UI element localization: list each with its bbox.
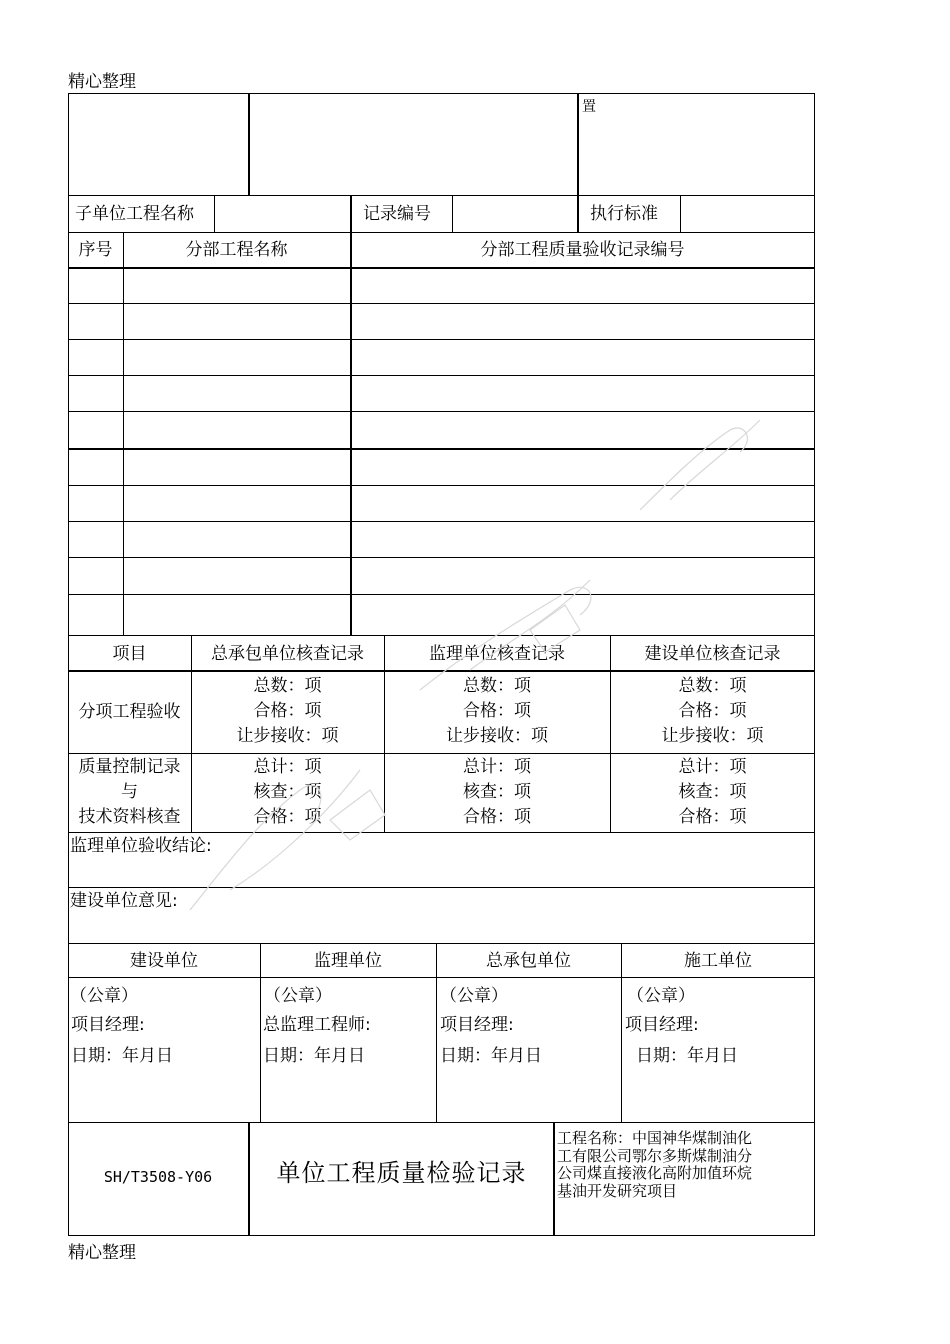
page-header: 精心整理: [68, 72, 136, 92]
signoff-header-owner: 建设单位: [130, 951, 198, 971]
opinion-label: 建设单位意见:: [70, 891, 178, 911]
seal-owner: （公章）: [70, 986, 138, 1006]
date-builder: 日期：年月日: [636, 1046, 738, 1066]
record-no-field[interactable]: [454, 198, 575, 230]
check-header-supervisor: 监理单位核查记录: [429, 644, 565, 664]
check-header-contractor: 总承包单位核查记录: [211, 644, 364, 664]
seal-contractor: （公章）: [440, 986, 508, 1006]
check-header-owner: 建设单位核查记录: [644, 644, 781, 664]
col-header-seq: 序号: [78, 240, 113, 260]
row2-contractor-cell: 总计：项 核查：项 合格：项: [253, 757, 322, 827]
row1-label: 分项工程验收: [78, 702, 181, 722]
role-supervisor: 总监理工程师:: [263, 1015, 371, 1035]
sub-unit-name-label: 子单位工程名称: [75, 204, 194, 224]
standard-field[interactable]: [682, 198, 812, 230]
signoff-header-builder: 施工单位: [684, 951, 752, 971]
record-no-label: 记录编号: [363, 204, 431, 224]
row2-supervisor-cell: 总计：项 核查：项 合格：项: [463, 757, 531, 827]
role-owner: 项目经理:: [71, 1015, 145, 1035]
role-contractor: 项目经理:: [440, 1015, 514, 1035]
date-supervisor: 日期：年月日: [263, 1046, 365, 1066]
seal-builder: （公章）: [627, 986, 695, 1006]
form-title: 单位工程质量检验记录: [276, 1159, 527, 1187]
row2-owner-cell: 总计：项 核查：项 合格：项: [678, 757, 747, 827]
date-contractor: 日期：年月日: [440, 1046, 542, 1066]
row2-label: 质量控制记录 与 技术资料核查: [78, 757, 181, 827]
date-owner: 日期：年月日: [71, 1046, 173, 1066]
signoff-header-supervisor: 监理单位: [314, 951, 382, 971]
sub-unit-name-field[interactable]: [216, 198, 348, 230]
project-name: 工程名称：中国神华煤制油化 工有限公司鄂尔多斯煤制油分 公司煤直接液化高附加值环烷 基油开发研究项目: [557, 1129, 753, 1200]
row1-contractor-cell: 总数：项 合格：项 让步接收：项: [236, 676, 339, 746]
standard-label: 执行标准: [590, 204, 658, 224]
top-block: [68, 93, 815, 196]
top-right-label: 置: [582, 99, 596, 115]
col-header-name: 分部工程名称: [185, 240, 288, 260]
row1-supervisor-cell: 总数：项 合格：项 让步接收：项: [446, 676, 548, 746]
row1-owner-cell: 总数：项 合格：项 让步接收：项: [661, 676, 764, 746]
check-header-item: 项目: [112, 644, 147, 664]
sub-table-rows[interactable]: [70, 270, 813, 634]
seal-supervisor: （公章）: [264, 986, 332, 1006]
page-footer: 精心整理: [68, 1243, 136, 1263]
form-code: SH/T3508-Y06: [103, 1168, 213, 1186]
col-header-record: 分部工程质量验收记录编号: [480, 240, 685, 260]
conclusion-label: 监理单位验收结论:: [70, 836, 212, 856]
signoff-header-contractor: 总承包单位: [486, 951, 571, 971]
role-builder: 项目经理:: [625, 1015, 699, 1035]
